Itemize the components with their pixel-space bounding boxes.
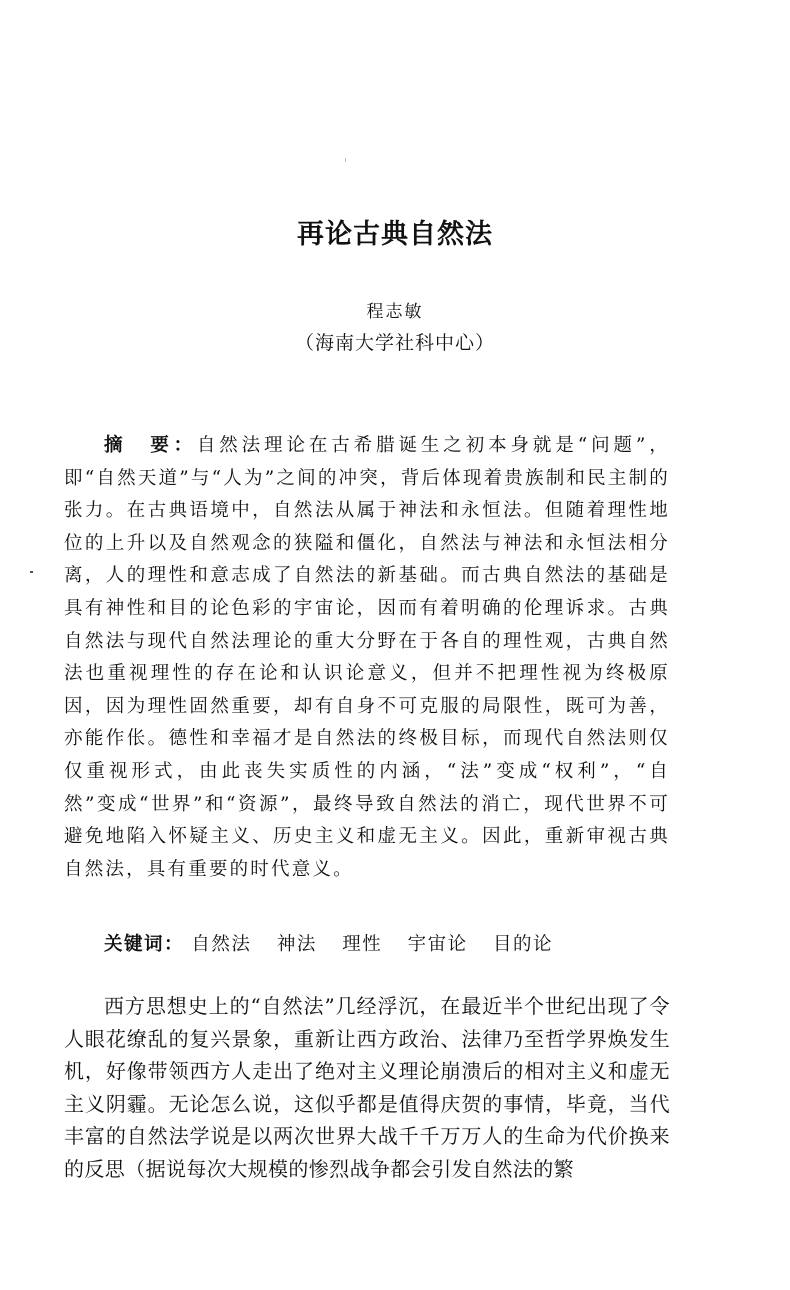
abstract-text: 自然法理论在古希腊诞生之初本身就是“问题”，即“自然天道”与“人为”之间的冲突，背后体现着贵族制和民主制的张力。在古典语境中，自然法从属于神法和永恒法。但随着理性地位的上升以及自然观念的狭隘和僵化，自然法与神法和永恒法相分离，人的理性和意志成了自然法的新基础。而古典自然法的基础是具有神性和目的论色彩的宇宙论，因而有着明确的伦理诉求。古典自然法与现代自然法理论的重大分野在于各自的理性观，古典自然法也重视理性的存在论和认识论意义，但并不把理性视为终极原因，因为理性固然重要，却有自身不可克服的局限性，既可为善，亦能作伥。德性和幸福才是自然法的终极目标，而现代自然法则仅仅重视形式，由此丧失实质性的内涵，“法”变成“权利”，“自然”变成“世界”和“资源”，最终导致自然法的消亡，现代世界不可避免地陷入怀疑主义、历史主义和虚无主义。因此，重新审视古典自然法，具有重要的时代意义。 bbox=[64, 435, 670, 880]
keyword-item: 理性 bbox=[342, 934, 383, 955]
keyword-item: 神法 bbox=[276, 934, 317, 955]
article-title: 再论古典自然法 bbox=[297, 219, 493, 250]
scan-mark bbox=[345, 158, 346, 162]
keywords-label: 关键词： bbox=[104, 934, 185, 955]
keyword-item: 目的论 bbox=[493, 934, 554, 955]
keyword-item: 宇宙论 bbox=[407, 934, 468, 955]
abstract-block bbox=[64, 430, 670, 886]
keywords-line bbox=[104, 930, 571, 956]
margin-dot bbox=[30, 571, 33, 573]
author-affiliation: （海南大学社科中心） bbox=[294, 332, 495, 354]
abstract-label: 摘 要： bbox=[104, 435, 197, 456]
keyword-item: 自然法 bbox=[191, 934, 252, 955]
body-paragraph: 西方思想史上的“自然法”几经浮沉，在最近半个世纪出现了令人眼花缭乱的复兴景象，重新让西方政治、法律乃至哲学界焕发生机，好像带领西方人走出了绝对主义理论崩溃后的相对主义和虚无主义阴霾。无论怎么说，这似乎都是值得庆贺的事情，毕竟，当代丰富的自然法学说是以两次世界大战千千万万人的生命为代价换来的反思（据说每次大规模的惨烈战争都会引发自然法的繁 bbox=[64, 994, 670, 1181]
author-name: 程志敏 bbox=[366, 302, 424, 322]
